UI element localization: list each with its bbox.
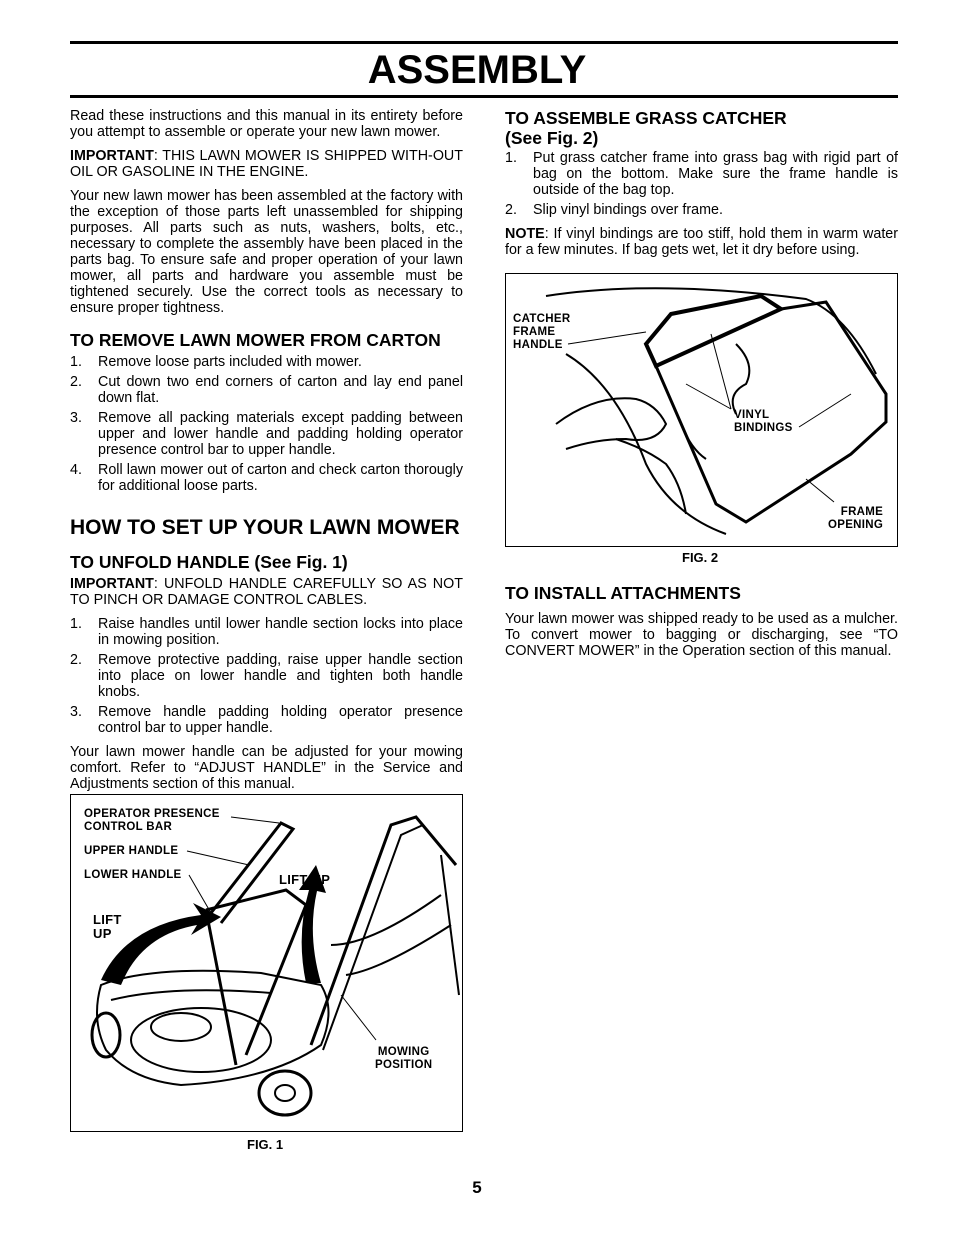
figure-2 <box>505 273 898 547</box>
remove-heading: TO REMOVE LAWN MOWER FROM CARTON <box>70 330 441 350</box>
page-number: 5 <box>472 1178 482 1197</box>
important-text: : UNFOLD HANDLE CAREFULLY SO AS NOT TO PINCH OR DAMAGE CONTROL CABLES. <box>70 576 463 608</box>
page-title: ASSEMBLY <box>367 48 587 92</box>
note-label: NOTE <box>505 226 545 242</box>
catcher-steps <box>505 150 898 218</box>
list-item: 2. Slip vinyl bindings over frame. <box>505 202 723 218</box>
figure-1-caption: FIG. 1 <box>247 1137 284 1152</box>
figure-1 <box>70 794 463 1132</box>
vinyl-note <box>505 226 898 258</box>
list-item: 4. Roll lawn mower out of carton and check carton thorougly for additional loose parts. <box>70 462 463 494</box>
important-note <box>70 148 463 180</box>
intro-paragraph: Read these instructions and this manual in its entirety before you attempt to assemble or operate your new lawn mower. <box>70 108 463 140</box>
opc-bar-label: OPERATOR PRESENCE CONTROL BAR <box>84 808 220 833</box>
unfold-important <box>70 576 463 608</box>
note-text: : If vinyl bindings are too stiff, hold them in warm water for a few minutes. If bag gets wet, let it dry before using. <box>505 226 898 258</box>
upper-handle-label: UPPER HANDLE <box>84 845 179 857</box>
title-rule <box>70 95 898 98</box>
mowing-position-label: MOWING POSITION <box>375 1046 433 1071</box>
list-item: 3. Remove handle padding holding operator presence control bar to upper handle. <box>70 704 463 736</box>
catcher-frame-handle-label: CATCHER FRAME HANDLE <box>513 313 571 351</box>
frame-opening-label: FRAME OPENING <box>828 506 884 531</box>
important-label: IMPORTANT <box>70 148 154 164</box>
list-item: 3. Remove all packing materials except padding between upper and lower handle and padding holding operator presence control bar to upper handle. <box>70 410 463 458</box>
important-text: : THIS LAWN MOWER IS SHIPPED WITH-OUT OIL OR GASOLINE IN THE ENGINE. <box>70 148 463 180</box>
attach-heading: TO INSTALL ATTACHMENTS <box>505 583 741 603</box>
list-item: 1. Raise handles until lower handle section locks into place in mowing position. <box>70 616 463 648</box>
right-column <box>505 108 898 266</box>
setup-heading: HOW TO SET UP YOUR LAWN MOWER <box>70 516 460 539</box>
top-rule <box>70 41 898 44</box>
lift-up-left-label: LIFT UP <box>93 912 122 941</box>
attachments-section <box>505 583 898 667</box>
unfold-steps <box>70 616 463 736</box>
unfold-heading: TO UNFOLD HANDLE (See Fig. 1) <box>70 552 348 572</box>
left-column <box>70 108 463 800</box>
remove-steps <box>70 354 463 494</box>
list-item: 2. Cut down two end corners of carton and lay end panel down flat. <box>70 374 463 406</box>
adjust-paragraph: Your lawn mower handle can be adjusted for your mowing comfort. Refer to “ADJUST HANDLE” in the Service and Adjustments section of this manual. <box>70 744 463 792</box>
important-label: IMPORTANT <box>70 576 154 592</box>
list-item: 1. Put grass catcher frame into grass bag with rigid part of bag on the bottom. Make sure the frame handle is outside of the bag top. <box>505 150 898 198</box>
factory-paragraph: Your new lawn mower has been assembled at the factory with the exception of those parts left unassembled for shipping purposes. All parts such as nuts, washers, bolts, etc., necessary to complete the assembly have been placed in the parts bag. To ensure safe and proper operation of your lawn mower, all parts and hardware you assemble must be tightened securely. Use the correct tools as necessary to ensure proper tightness. <box>70 188 463 316</box>
catcher-heading: TO ASSEMBLE GRASS CATCHER (See Fig. 2) <box>505 108 787 148</box>
list-item: 2. Remove protective padding, raise upper handle section into place on lower handle and tighten both handle knobs. <box>70 652 463 700</box>
vinyl-bindings-label: VINYL BINDINGS <box>734 409 793 434</box>
figure-2-caption: FIG. 2 <box>682 550 719 565</box>
list-item: 1. Remove loose parts included with mower. <box>70 354 362 370</box>
lift-up-right-label: LIFT UP <box>279 872 331 887</box>
lower-handle-label: LOWER HANDLE <box>84 869 182 881</box>
attach-paragraph: Your lawn mower was shipped ready to be used as a mulcher. To convert mower to bagging or discharging, see “TO CONVERT MOWER” in the Operation section of this manual. <box>505 611 898 659</box>
